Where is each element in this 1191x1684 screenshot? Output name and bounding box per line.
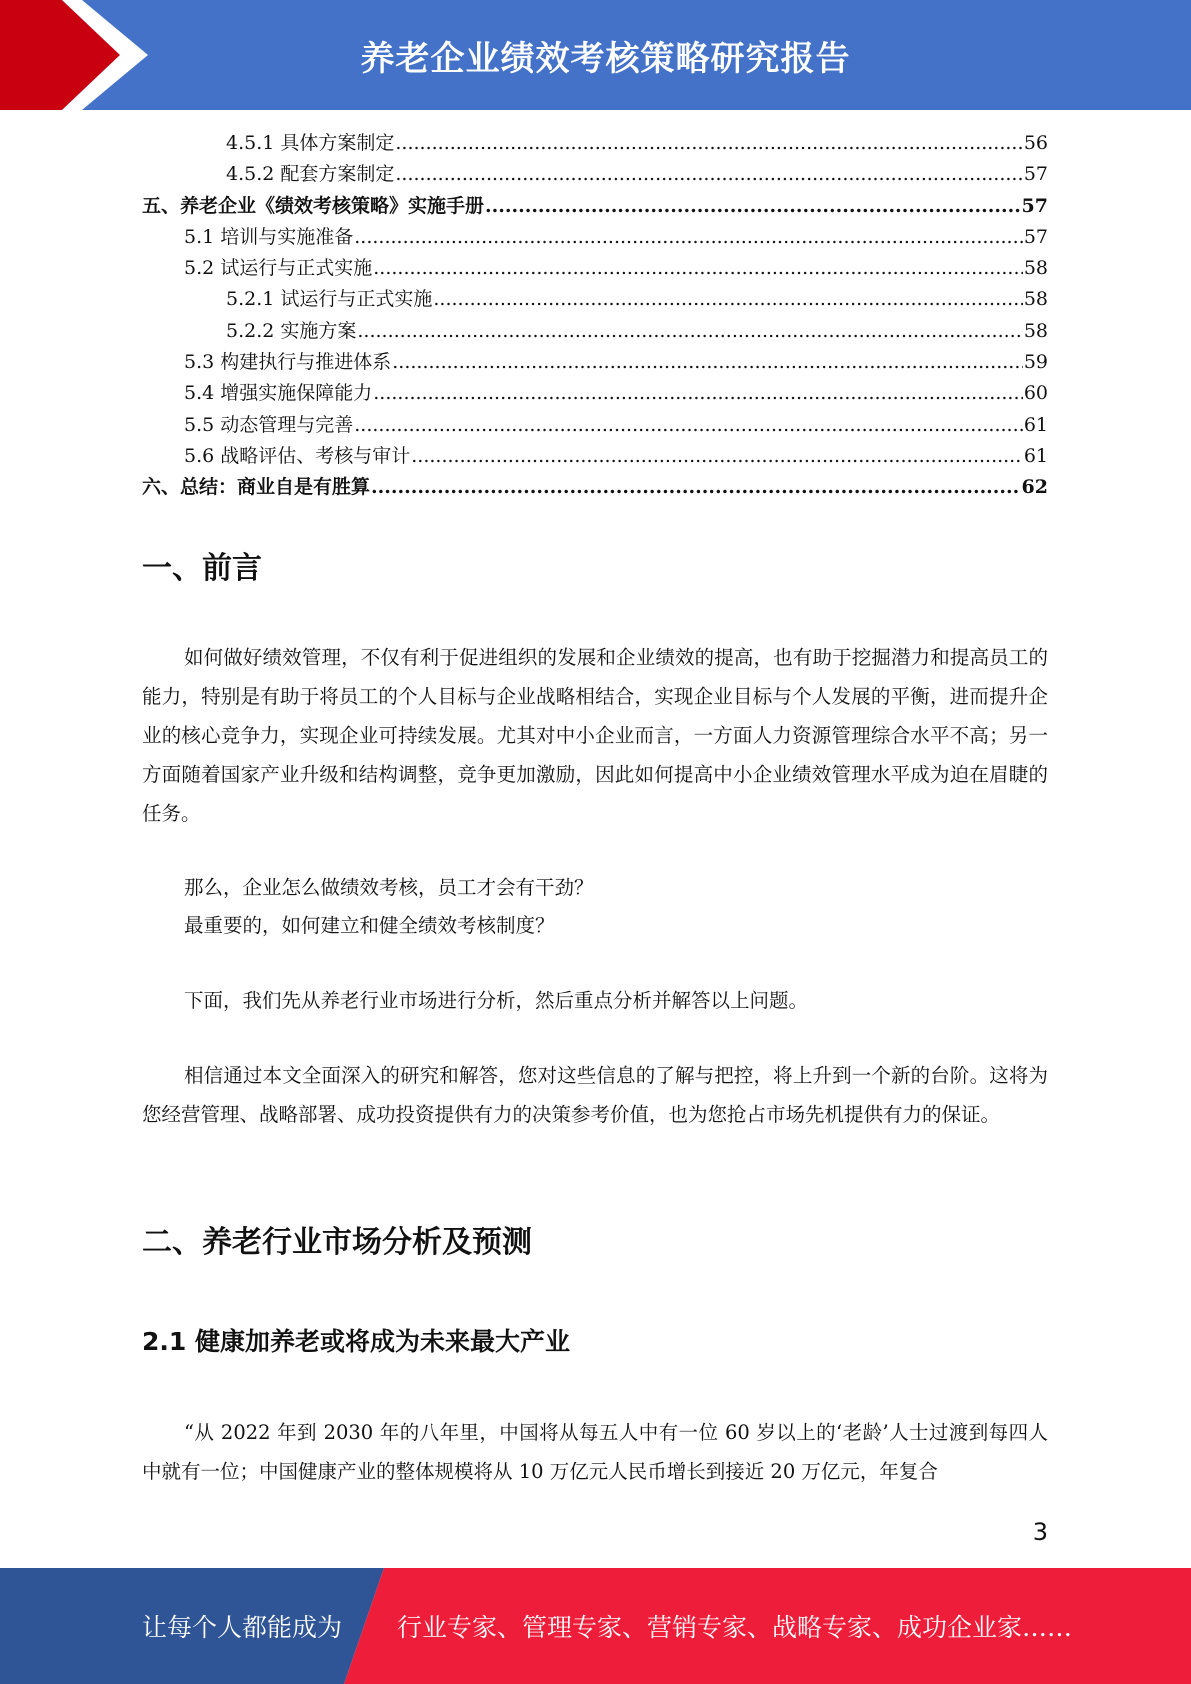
toc-leader-dots (354, 410, 1023, 441)
toc-leader-dots (373, 378, 1023, 409)
toc-entry[interactable] (142, 159, 1048, 190)
toc-entry-title: 4.5.2 配套方案制定 (226, 163, 395, 186)
toc-entry-title: 5.2.1 试运行与正式实施 (226, 288, 433, 311)
table-of-contents (142, 128, 1048, 504)
toc-entry-title: 5.5 动态管理与完善 (184, 413, 354, 436)
footer-slogan-right: 行业专家、管理专家、营销专家、战略专家、成功企业家…… (397, 1613, 1073, 1642)
toc-entry[interactable] (142, 191, 1048, 222)
toc-entry[interactable] (142, 128, 1048, 159)
paragraph-line: 那么，企业怎么做绩效考核，员工才会有干劲？ (184, 876, 594, 899)
toc-entry-page: 60 (1023, 382, 1048, 405)
toc-entry[interactable] (142, 472, 1048, 503)
toc-entry-title: 5.1 培训与实施准备 (184, 225, 354, 248)
toc-leader-dots (354, 222, 1023, 253)
toc-leader-dots (411, 441, 1023, 472)
toc-leader-dots (433, 284, 1022, 315)
paragraph: 相信通过本文全面深入的研究和解答，您对这些信息的了解与把控，将上升到一个新的台阶。这将为您经营管理、战略部署、成功投资提供有力的决策参考价值，也为您抢占市场先机提供有力的保证。 (142, 1064, 1048, 1126)
subsection-heading: 2.1 健康加养老或将成为未来最大产业 (142, 1327, 570, 1356)
toc-entry-page: 58 (1023, 319, 1048, 342)
toc-leader-dots (395, 159, 1022, 190)
paragraph: 如何做好绩效管理，不仅有利于促进组织的发展和企业绩效的提高，也有助于挖掘潜力和提高员工的能力，特别是有助于将员工的个人目标与企业战略相结合，实现企业目标与个人发展的平衡，进而提升企业的核心竞争力，实现企业可持续发展。尤其对中小企业而言，一方面人力资源管理综合水平不高；另一方面随着国家产业升级和结构调整，竞争更加激励，因此如何提高中小企业绩效管理水平成为迫在眉睫的任务。 (142, 646, 1048, 825)
paragraph-line: 最重要的，如何建立和健全绩效考核制度？ (184, 914, 555, 937)
toc-entry[interactable] (142, 378, 1048, 409)
toc-entry-page: 56 (1023, 132, 1048, 154)
toc-entry-page: 61 (1023, 444, 1048, 467)
toc-entry-title: 5.2 试运行与正式实施 (184, 257, 373, 280)
toc-entry[interactable] (142, 347, 1048, 378)
toc-leader-dots (395, 128, 1022, 159)
toc-entry[interactable] (142, 316, 1048, 347)
toc-entry-page: 61 (1023, 413, 1048, 436)
toc-leader-dots (392, 347, 1023, 378)
page-header (0, 0, 1191, 110)
toc-entry-title: 5.2.2 实施方案 (226, 319, 357, 342)
toc-entry-page: 57 (1021, 194, 1048, 217)
toc-entry[interactable] (142, 253, 1048, 284)
section-heading-market-analysis: 二、养老行业市场分析及预测 (142, 1225, 532, 1260)
paragraph: “从 2022 年到 2030 年的八年里，中国将从每五人中有一位 60 岁以上的‘老龄’人士过渡到每四人中就有一位；中国健康产业的整体规模将从 10 万亿元人民币增长到接近 20 万亿元，年复合 (142, 1421, 1048, 1483)
toc-entry-page: 59 (1023, 351, 1048, 374)
toc-leader-dots (357, 316, 1022, 347)
toc-leader-dots (371, 472, 1021, 503)
footer-slogan-left: 让每个人都能成为 (142, 1613, 343, 1642)
toc-entry-page: 58 (1023, 288, 1048, 311)
toc-entry-page: 62 (1021, 476, 1048, 499)
toc-entry-title: 五、养老企业《绩效考核策略》实施手册 (142, 194, 485, 217)
toc-entry-title: 5.6 战略评估、考核与审计 (184, 444, 411, 467)
toc-leader-dots (373, 253, 1023, 284)
section-heading-preface: 一、前言 (142, 551, 262, 586)
toc-entry[interactable] (142, 284, 1048, 315)
header-title: 养老企业绩效考核策略研究报告 (360, 38, 851, 79)
toc-entry[interactable] (142, 410, 1048, 441)
toc-entry-title: 5.3 构建执行与推进体系 (184, 351, 392, 374)
toc-entry[interactable] (142, 441, 1048, 472)
toc-leader-dots (485, 191, 1021, 222)
toc-entry-page: 57 (1023, 163, 1048, 186)
toc-entry[interactable] (142, 222, 1048, 253)
toc-entry-page: 57 (1023, 225, 1048, 248)
paragraph-line: 下面，我们先从养老行业市场进行分析，然后重点分析并解答以上问题。 (184, 989, 809, 1012)
toc-entry-title: 5.4 增强实施保障能力 (184, 382, 373, 405)
toc-entry-page: 58 (1023, 257, 1048, 280)
page-footer (0, 1568, 1191, 1684)
toc-entry-title: 六、总结：商业自是有胜算 (142, 476, 371, 499)
toc-entry-title: 4.5.1 具体方案制定 (226, 132, 395, 154)
page-number: 3 (1032, 1518, 1048, 1546)
